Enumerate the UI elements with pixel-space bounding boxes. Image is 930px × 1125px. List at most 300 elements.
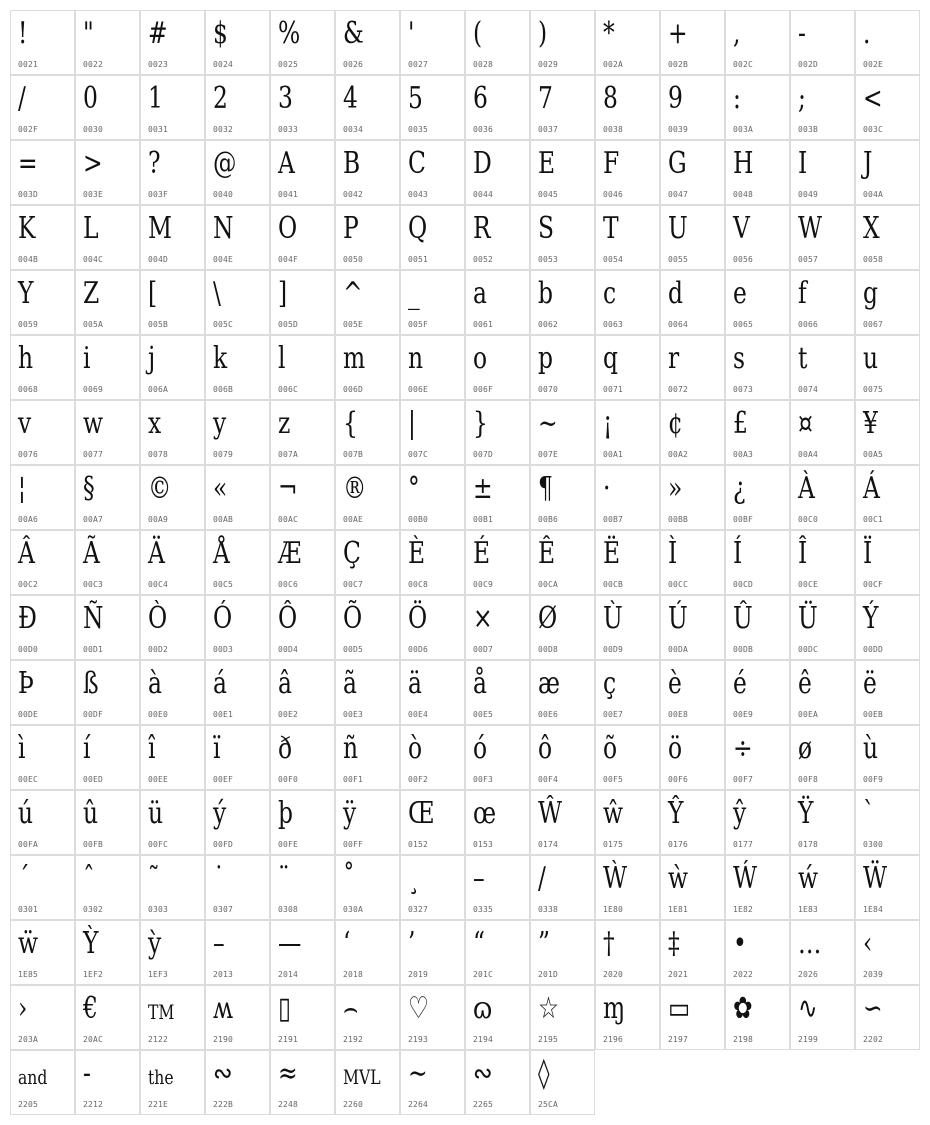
glyph-code: 0057 [798,255,819,264]
glyph-code: 0043 [408,190,429,199]
glyph: ∽ [863,991,883,1026]
glyph-cell [595,75,660,140]
glyph-cell [790,855,855,920]
glyph-code: 0078 [148,450,169,459]
glyph-code: 2191 [278,1035,299,1044]
glyph-code: 0023 [148,60,169,69]
glyph-code: 0052 [473,255,494,264]
glyph: and [18,1065,48,1089]
glyph-code: 00E5 [473,710,494,719]
glyph: Ã [83,536,100,571]
glyph: 2 [213,81,228,116]
glyph-cell [335,985,400,1050]
glyph-code: 25CA [538,1100,559,1109]
glyph: ) [538,16,548,51]
glyph-cell [10,400,75,465]
glyph-cell [335,725,400,790]
glyph-cell [10,595,75,660]
glyph: t [798,341,808,376]
glyph: h [18,341,34,376]
glyph: ¶ [538,471,553,506]
glyph: : [733,81,741,116]
glyph-cell [75,140,140,205]
glyph-cell [530,530,595,595]
glyph-cell [75,660,140,725]
glyph-cell [725,530,790,595]
glyph-code: 2122 [148,1035,169,1044]
glyph-cell [660,335,725,400]
glyph-code: 003E [83,190,104,199]
glyph-cell [660,725,725,790]
glyph: † [603,926,615,961]
glyph-code: 004D [148,255,169,264]
glyph-cell [790,790,855,855]
glyph: W [798,211,823,246]
glyph: Ä [148,536,165,571]
glyph-cell [660,660,725,725]
glyph-cell [530,140,595,205]
glyph-code: 0175 [603,840,624,849]
glyph: Ñ [83,601,104,636]
glyph-cell [205,205,270,270]
glyph: 4 [343,81,358,116]
glyph-cell [790,75,855,140]
glyph-code: 00ED [83,775,104,784]
glyph-code: 005A [83,320,104,329]
glyph-code: 00E4 [408,710,429,719]
glyph-cell [205,660,270,725]
glyph-code: 0029 [538,60,559,69]
glyph-code: 006C [278,385,299,394]
glyph-code: 0058 [863,255,884,264]
glyph-code: 2198 [733,1035,754,1044]
glyph-code: 00F0 [278,775,299,784]
glyph: é [733,666,747,701]
glyph-code: 00B7 [603,515,624,524]
glyph-code: 00A1 [603,450,624,459]
glyph-cell [205,725,270,790]
glyph-code: 0045 [538,190,559,199]
glyph: Ø [538,601,558,636]
glyph: Ÿ [798,796,814,831]
glyph: m [343,341,366,376]
glyph-cell [140,530,205,595]
glyph-cell [595,725,660,790]
glyph: = [18,146,38,181]
glyph: @ [213,146,237,181]
glyph-cell [660,400,725,465]
glyph-code: 0073 [733,385,754,394]
glyph-cell [75,205,140,270]
glyph-cell [75,530,140,595]
glyph-cell [140,400,205,465]
glyph-cell [595,855,660,920]
glyph: g [863,276,878,311]
glyph: Ü [798,601,818,636]
glyph: À [798,471,815,506]
glyph: ° [408,471,420,506]
glyph-code: 00BF [733,515,754,524]
glyph-code: 00FC [148,840,169,849]
glyph-cell [855,205,920,270]
glyph-code: 00D5 [343,645,364,654]
glyph-cell [465,660,530,725]
glyph-cell [205,985,270,1050]
glyph-cell [140,140,205,205]
glyph-code: 1EF3 [148,970,169,979]
glyph-code: 00A2 [668,450,689,459]
glyph-cell [75,335,140,400]
glyph-cell [335,790,400,855]
glyph-code: 00C1 [863,515,884,524]
glyph-cell [10,725,75,790]
glyph: L [83,211,99,246]
glyph-cell [790,725,855,790]
glyph-cell [270,400,335,465]
glyph-code: 0062 [538,320,559,329]
glyph-code: 20AC [83,1035,104,1044]
glyph-code: 222B [213,1100,234,1109]
glyph-cell [595,595,660,660]
glyph-cell [790,660,855,725]
glyph: } [473,406,488,441]
glyph-code: 0303 [148,905,169,914]
glyph: ] [278,276,288,311]
glyph: Ẃ [733,861,758,896]
glyph-code: 003D [18,190,39,199]
glyph-cell [10,530,75,595]
glyph: ' [408,16,415,51]
glyph-cell [270,790,335,855]
glyph-cell [790,985,855,1050]
glyph-cell [270,530,335,595]
glyph: x [148,406,162,441]
glyph-code: 007C [408,450,429,459]
glyph: z [278,406,291,441]
glyph: [ [148,276,158,311]
glyph: Ý [863,601,879,636]
glyph-cell [725,10,790,75]
glyph: O [278,211,298,246]
glyph-cell [465,530,530,595]
glyph-code: 2013 [213,970,234,979]
glyph: © [148,471,172,506]
glyph-cell [725,270,790,335]
glyph-cell [270,855,335,920]
glyph-code: 2199 [798,1035,819,1044]
glyph-cell [270,140,335,205]
glyph-cell [595,530,660,595]
glyph: ! [18,16,28,51]
glyph: E [538,146,556,181]
glyph-code: 00EF [213,775,234,784]
glyph-code: 00FA [18,840,39,849]
glyph-code: 00F2 [408,775,429,784]
glyph: ⌢ [343,991,359,1026]
glyph: & [343,16,364,51]
glyph-cell [855,335,920,400]
glyph: / [18,81,26,116]
glyph-cell [270,920,335,985]
glyph-code: 00EA [798,710,819,719]
glyph-code: 00F5 [603,775,624,784]
glyph-cell [660,790,725,855]
glyph: ¸ [408,861,420,896]
glyph: Æ [278,536,302,571]
glyph: n [408,341,424,376]
glyph-cell [855,855,920,920]
glyph-cell [530,1050,595,1115]
glyph-cell [335,530,400,595]
glyph-cell [75,75,140,140]
glyph: H [733,146,754,181]
glyph: œ [473,796,497,831]
glyph: U [668,211,688,246]
glyph-code: 00D2 [148,645,169,654]
glyph-cell [400,790,465,855]
glyph: Ỳ [83,926,99,961]
glyph-code: 005F [408,320,429,329]
glyph-cell [855,595,920,660]
glyph-cell [465,855,530,920]
glyph-cell [10,790,75,855]
glyph-code: 00E2 [278,710,299,719]
glyph: ß [83,666,99,701]
glyph: å [473,666,487,701]
glyph: 7 [538,81,553,116]
glyph-cell [335,660,400,725]
glyph-code: 00DE [18,710,39,719]
glyph-cell [10,205,75,270]
glyph: ì [18,731,26,766]
glyph: r [668,341,680,376]
glyph: p [538,341,553,376]
glyph-cell [660,985,725,1050]
glyph: • [733,926,747,961]
glyph: ó [473,731,488,766]
glyph-code: 2022 [733,970,754,979]
glyph-code: 00D3 [213,645,234,654]
glyph-cell [75,270,140,335]
glyph: Ç [343,536,361,571]
glyph-cell [530,75,595,140]
glyph: í [83,731,91,766]
glyph-cell [595,10,660,75]
glyph-cell [140,335,205,400]
glyph-code: 0077 [83,450,104,459]
glyph-code: 00EE [148,775,169,784]
glyph: Ù [603,601,623,636]
glyph-code: 005D [278,320,299,329]
glyph-code: 00C7 [343,580,364,589]
glyph-code: 003B [798,125,819,134]
glyph-code: 030A [343,905,364,914]
glyph: “ [473,926,485,961]
glyph-code: 00FD [213,840,234,849]
glyph-cell [205,530,270,595]
glyph: ∾ [213,1056,233,1091]
glyph: + [668,16,688,51]
glyph: » [668,471,683,506]
glyph: . [863,16,871,51]
glyph: È [408,536,426,571]
glyph-code: 00D1 [83,645,104,654]
glyph-code: 002A [603,60,624,69]
glyph: § [83,471,95,506]
glyph: Ó [213,601,233,636]
glyph: ɱ [603,991,626,1026]
glyph: ☆ [538,991,559,1026]
glyph-code: 2020 [603,970,624,979]
glyph-cell [270,465,335,530]
glyph: ê [798,666,812,701]
glyph: ^ [343,276,363,311]
glyph: ÷ [733,731,753,766]
glyph-cell [725,335,790,400]
glyph-cell [400,595,465,660]
glyph-cell [530,400,595,465]
glyph: % [278,16,301,51]
glyph-code: 2196 [603,1035,624,1044]
glyph-cell [75,1050,140,1115]
glyph: a [473,276,487,311]
glyph-code: 2264 [408,1100,429,1109]
glyph-cell [855,140,920,205]
glyph: C [408,146,426,181]
glyph-cell [10,140,75,205]
glyph: ç [603,666,617,701]
glyph: Å [213,536,230,571]
glyph-code: 0042 [343,190,364,199]
glyph-cell [465,595,530,660]
glyph-code: 0038 [603,125,624,134]
glyph: ˚ [343,861,355,896]
glyph-cell [140,10,205,75]
glyph-code: 00E3 [343,710,364,719]
glyph-cell [400,855,465,920]
glyph-code: 2260 [343,1100,364,1109]
glyph: $ [213,16,228,51]
glyph: V [733,211,750,246]
glyph-cell [335,595,400,660]
glyph-cell [270,985,335,1050]
glyph: y [213,406,227,441]
glyph-grid [10,10,920,1115]
glyph: Œ [408,796,435,831]
glyph-code: 0178 [798,840,819,849]
glyph-code: 0024 [213,60,234,69]
glyph-cell [140,855,205,920]
glyph-cell [530,855,595,920]
glyph: ; [798,81,806,116]
glyph-cell [465,985,530,1050]
glyph-cell [140,985,205,1050]
glyph-code: 2194 [473,1035,494,1044]
glyph-code: 2021 [668,970,689,979]
glyph: ▭ [668,991,691,1026]
glyph: ∿ [798,991,818,1026]
glyph: ẅ [18,926,39,961]
glyph-code: 0027 [408,60,429,69]
glyph-code: 007E [538,450,559,459]
glyph: Ẅ [863,861,888,896]
glyph-code: 1E83 [798,905,819,914]
glyph: N [213,211,234,246]
glyph: ¤ [798,406,813,441]
glyph: F [603,146,620,181]
glyph-cell [790,270,855,335]
glyph-cell [10,270,75,335]
glyph-code: 0302 [83,905,104,914]
glyph-cell [75,790,140,855]
glyph: Ŵ [538,796,563,831]
glyph: I [798,146,808,181]
glyph-code: 0034 [343,125,364,134]
glyph-cell [660,465,725,530]
glyph-cell [530,335,595,400]
glyph-code: 0022 [83,60,104,69]
glyph: – [473,861,485,896]
glyph-code: 0036 [473,125,494,134]
glyph-cell [790,595,855,660]
glyph-code: 2197 [668,1035,689,1044]
glyph-cell [335,920,400,985]
glyph-code: 00A4 [798,450,819,459]
glyph-code: 0307 [213,905,234,914]
glyph-cell [855,465,920,530]
glyph-cell [855,10,920,75]
glyph-code: 0068 [18,385,39,394]
glyph-code: 00CC [668,580,689,589]
glyph-cell [75,985,140,1050]
glyph: Ë [603,536,621,571]
glyph: ‘ [343,926,351,961]
glyph-cell [855,270,920,335]
glyph: A [278,146,295,181]
glyph: î [148,731,156,766]
glyph-cell [205,465,270,530]
glyph-code: 00D4 [278,645,299,654]
glyph-code: 0054 [603,255,624,264]
glyph-cell [855,725,920,790]
glyph-cell [725,920,790,985]
glyph: , [733,16,741,51]
glyph: ¦ [18,471,26,506]
glyph-cell [335,75,400,140]
glyph-cell [790,400,855,465]
glyph-code: 00DA [668,645,689,654]
glyph-cell [530,920,595,985]
glyph-cell [400,75,465,140]
glyph-code: 00DD [863,645,884,654]
glyph: - [798,16,806,51]
glyph-cell [790,465,855,530]
glyph-code: 00C5 [213,580,234,589]
glyph-code: 005B [148,320,169,329]
glyph-cell [205,335,270,400]
glyph-code: 0046 [603,190,624,199]
glyph-code: 0051 [408,255,429,264]
glyph-cell [270,205,335,270]
glyph: ¬ [278,471,298,506]
glyph: ∼ [408,1056,428,1091]
glyph: ´ [18,861,30,896]
glyph-cell [140,75,205,140]
glyph: Ï [863,536,873,571]
glyph-cell [270,660,335,725]
glyph-cell [595,465,660,530]
glyph-cell [205,595,270,660]
